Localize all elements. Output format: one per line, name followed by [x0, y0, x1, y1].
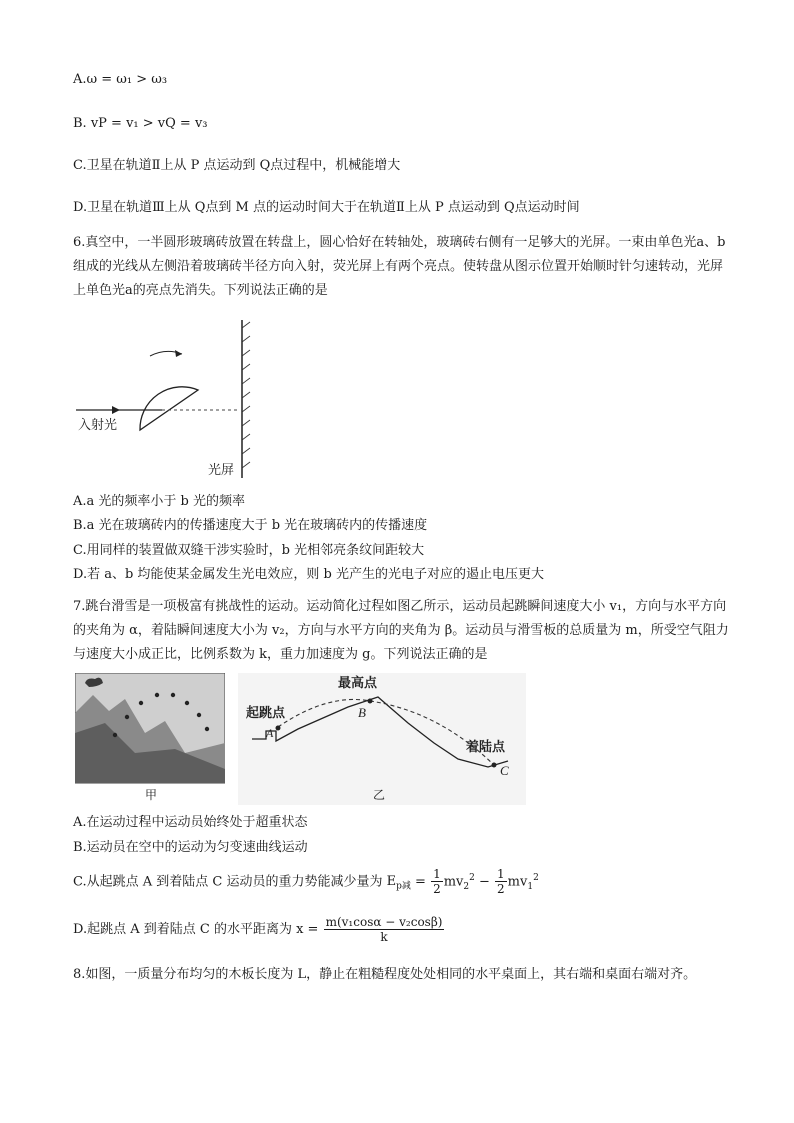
q7-option-d: D.起跳点 A 到着陆点 C 的水平距离为 x = $\frac{\text{m(v₁cosα − v₂cosβ)}}{k}$ [73, 915, 443, 944]
q7-stem: 7.跳台滑雪是一项极富有挑战性的运动。运动简化过程如图乙所示，运动员起跳瞬间速度大小 v₁，方向与水平方向的夹角为 α，着陆瞬间速度大小为 v₂，方向与水平方向的夹角为 β。运动员与滑雪板的总质量为 m，所受空气阻力与速度大小成正比，比例系数为 k，重力加速度为 g。下列说法正确的是 [73, 599, 729, 662]
q5-option-b: B. vP = v₁ > vQ = v₃ [73, 116, 208, 131]
q8-stem: 8.如图，一质量分布均匀的木板长度为 L，静止在粗糙程度处处相同的水平桌面上，其右端和桌面右端对齐。 [73, 967, 697, 982]
q6-stem: 6.真空中，一半圆形玻璃砖放置在转盘上，圆心恰好在转轴处，玻璃砖右侧有一足够大的光屏。一束由单色光a、b组成的光线从左侧沿着玻璃砖半径方向入射，荧光屏上有两个亮点。使转盘从图示位置开始顺时针匀速转动，光屏上单色光a的亮点先消失。下列说法正确的是 [73, 235, 726, 298]
q7-point-a: A [266, 726, 274, 740]
q7-landing-label: 着陆点 [466, 739, 506, 754]
q7-figure-jia [75, 673, 225, 805]
q7-option-c: C.从起跳点 A 到着陆点 C 运动员的重力势能减少量为 $E_{p减}$ = $\frac{1}{2}$ $mv_2^2$ − $\frac{1}{2}$ $mv_1^2$ [73, 867, 539, 897]
q7-takeoff-label: 起跳点 [246, 705, 286, 720]
q7-yi-label: 乙 [373, 788, 386, 802]
q5-option-c: C.卫星在轨道Ⅱ上从 P 点运动到 Q点过程中，机械能增大 [73, 158, 401, 173]
q5-option-a: A.ω = ω₁ > ω₃ [73, 72, 168, 87]
q6-screen-label: 光屏 [208, 462, 235, 477]
q7-option-a: A.在运动过程中运动员始终处于超重状态 [73, 815, 308, 830]
q6-option-b: B.a 光在玻璃砖内的传播速度大于 b 光在玻璃砖内的传播速度 [73, 518, 428, 533]
q6-option-d: D.若 a、b 均能使某金属发生光电效应，则 b 光产生的光电子对应的遏止电压更大 [73, 567, 545, 582]
q6-option-a: A.a 光的频率小于 b 光的频率 [73, 494, 245, 509]
q7-highest-label: 最高点 [338, 675, 378, 690]
q7-option-d-fraction: $\frac{\text{m(v₁cosα − v₂cosβ)}}{k}$ [325, 915, 443, 944]
q7-option-c-half1: $\frac{1}{2}$ [433, 867, 441, 897]
q7-option-c-half2: $\frac{1}{2}$ [497, 867, 505, 897]
q7-figure-yi [238, 673, 526, 805]
q7-point-b: B [358, 705, 366, 720]
q7-point-c: C [500, 763, 509, 778]
q7-option-c-text: C.从起跳点 A 到着陆点 C 运动员的重力势能减少量为 [73, 874, 387, 890]
q7-option-b: B.运动员在空中的运动为匀变速曲线运动 [73, 840, 308, 855]
q7-jia-label: 甲 [145, 788, 158, 802]
q6-figure [70, 318, 270, 484]
q7-option-d-text: D.起跳点 A 到着陆点 C 的水平距离为 [73, 922, 297, 937]
q5-option-d: D.卫星在轨道Ⅲ上从 Q点到 M 点的运动时间大于在轨道Ⅱ上从 P 点运动到 Q点运动时间 [73, 200, 580, 215]
q6-incident-label: 入射光 [78, 417, 118, 432]
q6-option-c: C.用同样的装置做双缝干涉实验时，b 光相邻亮条纹间距较大 [73, 543, 425, 558]
q7-option-c-ep: $E_{p减}$ [386, 874, 411, 892]
